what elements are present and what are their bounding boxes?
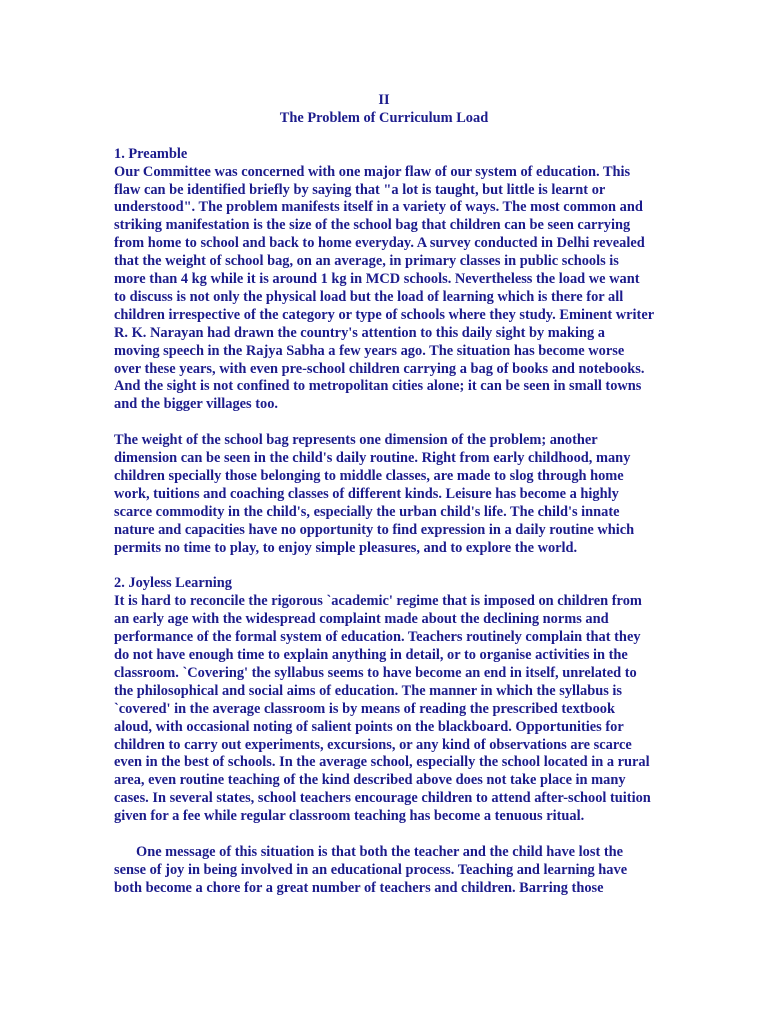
document-page (114, 92, 654, 898)
section-heading-joyless-learning: 2. Joyless Learning (114, 575, 232, 592)
paragraph-preamble-2: The weight of the school bag represents one dimension of the problem; another dimension can be seen in the child's daily routine. Right from early childhood, many children specially those belonging to middle classes, are made to slog through home work, tuitions and coaching classes of different kinds. Leisure has become a highly scarce commodity in the child's, especially the urban child's life. The child's innate nature and capacities have no opportunity to find expression in a daily routine which permits no time to play, to enjoy simple pleasures, and to explore the world. (114, 432, 635, 556)
chapter-number: II (378, 92, 390, 108)
paragraph-joyless-2: One message of this situation is that both the teacher and the child have lost the sense of joy in being involved in an educational process. Teaching and learning have both become a chore for a great number of teachers and children. Barring those (114, 844, 628, 896)
spacer (114, 128, 654, 146)
spacer (114, 826, 654, 844)
chapter-title: The Problem of Curriculum Load (279, 109, 489, 126)
paragraph-preamble-1: Our Committee was concerned with one major flaw of our system of education. This flaw can be identified briefly by saying that "a lot is taught, but little is learnt or understood". The problem manifests itself in a variety of ways. The most common and striking manifestation is the size of the school bag that children can be seen carrying from home to school and back to home everyday. A survey conducted in Delhi revealed that the weight of school bag, on an average, in primary classes in public schools is more than 4 kg while it is around 1 kg in MCD schools. Nevertheless the load we want to discuss is not only the physical load but the load of learning which is there for all children irrespective of the category or type of schools where they study. Eminent writer R. K. Narayan had drawn the country's attention to this daily sight by making a moving speech in the Rajya Sabha a few years ago. The situation has become worse over these years, with even pre-school children carrying a bag of books and notebooks. And the sight is not confined to metropolitan cities alone; it can be seen in small towns and the bigger villages too. (114, 163, 654, 413)
section-heading-preamble: 1. Preamble (114, 145, 188, 162)
spacer (114, 414, 654, 432)
spacer (114, 558, 654, 576)
paragraph-joyless-1: It is hard to reconcile the rigorous `academic' regime that is imposed on children from an early age with the widespread complaint made about the declining norms and performance of the formal system of education. Teachers routinely complain that they do not have enough time to explain anything in detail, or to organise activities in the classroom. `Covering' the syllabus seems to have become an end in itself, unrelated to the philosophical and social aims of education. The manner in which the syllabus is `covered' in the average classroom is by means of reading the prescribed textbook aloud, with occasional noting of salient points on the blackboard. Opportunities for children to carry out experiments, excursions, or any kind of observations are scarce even in the best of schools. In the average school, especially the school located in a rural area, even routine teaching of the kind described above does not take place in many cases. In several states, school teachers encourage children to attend after-school tuition given for a fee while regular classroom teaching has become a tenuous ritual. (114, 593, 651, 825)
